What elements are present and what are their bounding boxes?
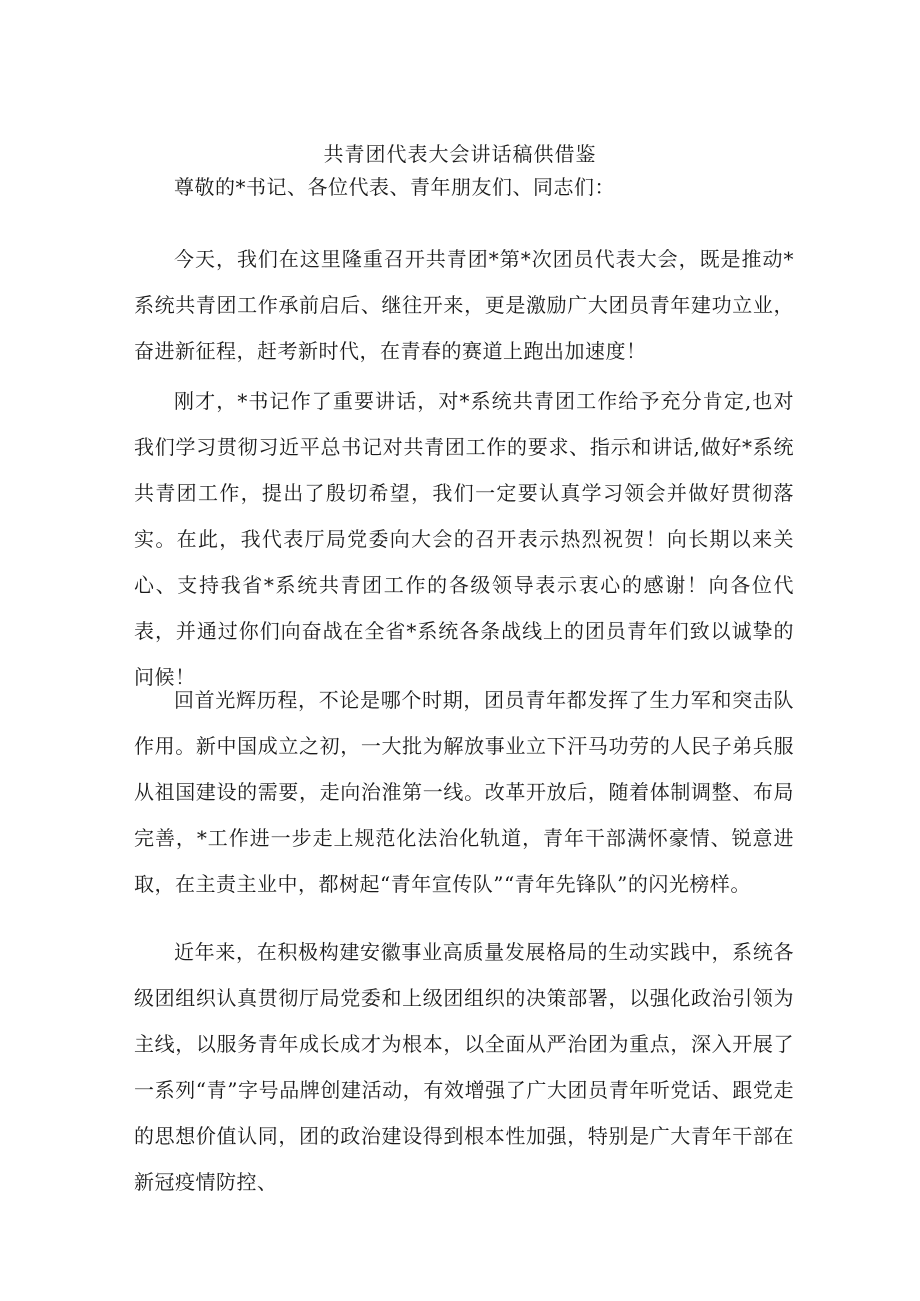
salutation-paragraph: 尊敬的*书记、各位代表、青年朋友们、同志们： [174, 175, 615, 199]
body-paragraph: 刚才，*书记作了重要讲话，对*系统共青团工作给予充分肯定,也对我们学习贯彻习近平总书记对共青团工作的要求、指示和讲话,做好*系统共青团工作，提出了殷切希望，我们一定要认真学习领会并做好贯彻落实。在此，我代表厅局党委向大会的召开表示热烈祝贺！向长期以来关心、支持我省*系统共青团工作的各级领导表示衷心的感谢！向各位代表，并通过你们向奋战在全省*系统各条战线上的团员青年们致以诚挚的问候！ [134, 389, 794, 689]
body-paragraph: 今天，我们在这里隆重召开共青团*第*次团员代表大会，既是推动*系统共青团工作承前启后、继往开来，更是激励广大团员青年建功立业，奋进新征程，赶考新时代，在青春的赛道上跑出加速度！ [134, 247, 794, 363]
document-title: 共青团代表大会讲话稿供借鉴 [323, 142, 597, 166]
body-paragraph: 回首光辉历程，不论是哪个时期，团员青年都发挥了生力军和突击队作用。新中国成立之初，一大批为解放事业立下汗马功劳的人民子弟兵服从祖国建设的需要，走向治淮第一线。改革开放后，随着体制调整、布局完善，*工作进一步走上规范化法治化轨道，青年干部满怀豪情、锐意进取，在主责主业中，都树起“青年宣传队”“青年先锋队”的闪光榜样。 [134, 688, 794, 896]
body-paragraph: 近年来，在积极构建安徽事业高质量发展格局的生动实践中，系统各级团组织认真贯彻厅局党委和上级团组织的决策部署，以强化政治引领为主线，以服务青年成长成才为根本，以全面从严治团为重点，深入开展了一系列“青”字号品牌创建活动，有效增强了广大团员青年听党话、跟党走的思想价值认同，团的政治建设得到根本性加强，特别是广大青年干部在新冠疫情防控、 [134, 940, 794, 1194]
